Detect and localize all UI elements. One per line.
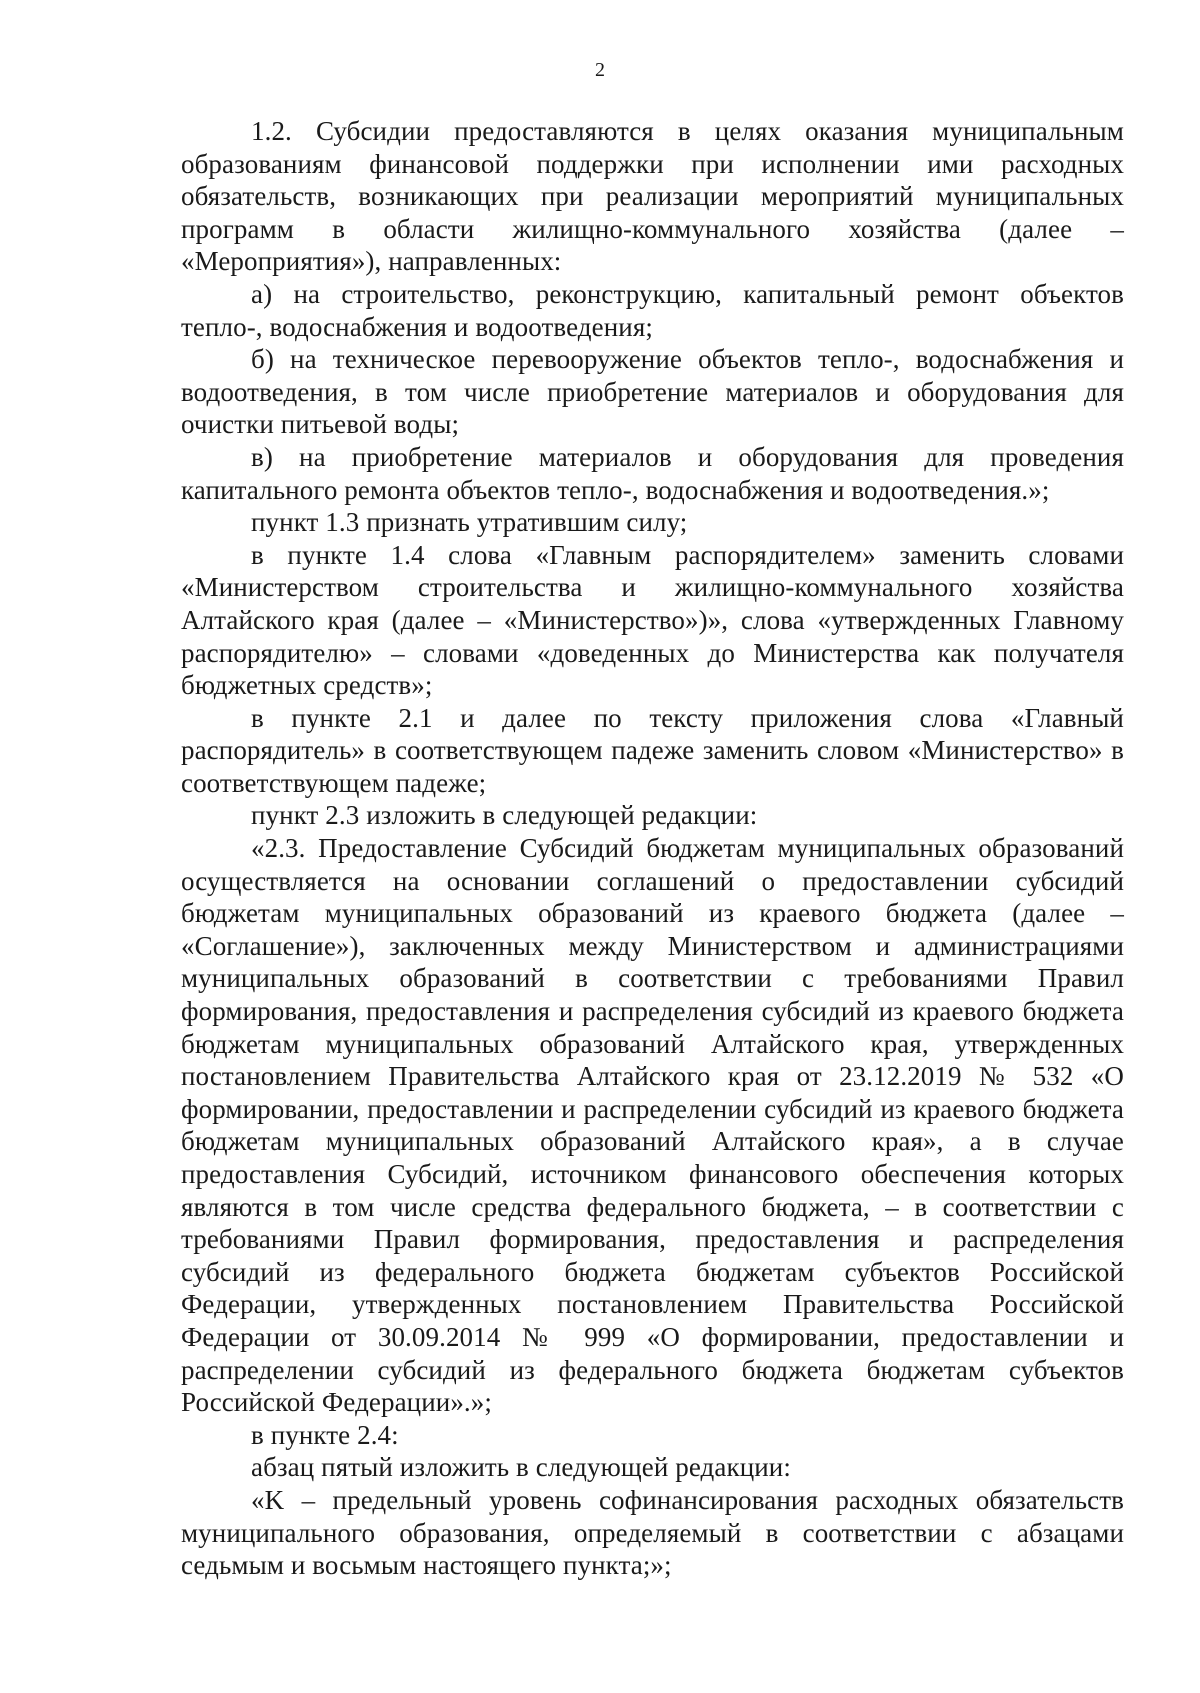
paragraph-item-b: б) на техническое перевооружение объектов тепло-, водоснабжения и водоотведения, в том числе приобретение материалов и оборудования для очистки питьевой воды; [181, 344, 1124, 440]
paragraph-2-4-intro: в пункте 2.4: [251, 1419, 399, 1450]
paragraph-abzac-5: абзац пятый изложить в следующей редакции: [251, 1452, 791, 1483]
paragraph-1-3: пункт 1.3 признать утратившим силу; [251, 507, 688, 538]
paragraph-1-2: 1.2. Субсидии предоставляются в целях оказания муниципальным образованиям финансовой поддержки при исполнении ими расходных обязательств, возникающих при реализации мероприятий муниципальных программ в области жилищно-коммунального хозяйства (далее – «Мероприятия»), направленных: [181, 116, 1124, 277]
paragraph-item-v: в) на приобретение материалов и оборудования для проведения капитального ремонта объектов тепло-, водоснабжения и водоотведения.»; [181, 441, 1124, 505]
page-number: 2 [595, 59, 605, 81]
paragraph-k-definition: «K – предельный уровень софинансирования расходных обязательств муниципального образования, определяемый в соответствии с абзацами седьмым и восьмым настоящего пункта;»; [181, 1484, 1124, 1581]
paragraph-item-a: а) на строительство, реконструкцию, капитальный ремонт объектов тепло-, водоснабжения и водоотведения; [181, 278, 1124, 342]
document-body [181, 115, 1124, 1582]
paragraph-2-3-text: «2.3. Предоставление Субсидий бюджетам муниципальных образований осуществляется на основании соглашений о предоставлении субсидий бюджетам муниципальных образований из краевого бюджета (далее – «Соглашение»), заключенных между Министерством и администрациями муниципальных образований в соответствии с требованиями Правил формирования, предоставления и распределения субсидий из краевого бюджета бюджетам муниципальных образований Алтайского края, утвержденных постановлением Правительства Алтайского края от 23.12.2019 № 532 «О формировании, предоставлении и распределении субсидий из краевого бюджета бюджетам муниципальных образований Алтайского края», а в случае предоставления Субсидий, источником финансового обеспечения которых являются в том числе средства федерального бюджета, – в соответствии с требованиями Правил формирования, предоставления и распределения субсидий из федерального бюджета бюджетам субъектов Российской Федерации, утвержденных постановлением Правительства Российской Федерации от 30.09.2014 № 999 «О формировании, предоставлении и распределении субсидий из федерального бюджета бюджетам субъектов Российской Федерации».»; [181, 833, 1124, 1418]
paragraph-1-4: в пункте 1.4 слова «Главным распорядителем» заменить словами «Министерством строительства и жилищно-коммунального хозяйства Алтайского края (далее – «Министерство»)», слова «утвержденных Главному распорядителю» – словами «доведенных до Министерства как получателя бюджетных средств»; [181, 539, 1124, 701]
paragraph-2-1: в пункте 2.1 и далее по тексту приложения слова «Главный распорядитель» в соответствующем падеже заменить словом «Министерство» в соответствующем падеже; [181, 702, 1124, 798]
paragraph-2-3-intro: пункт 2.3 изложить в следующей редакции: [251, 800, 758, 831]
